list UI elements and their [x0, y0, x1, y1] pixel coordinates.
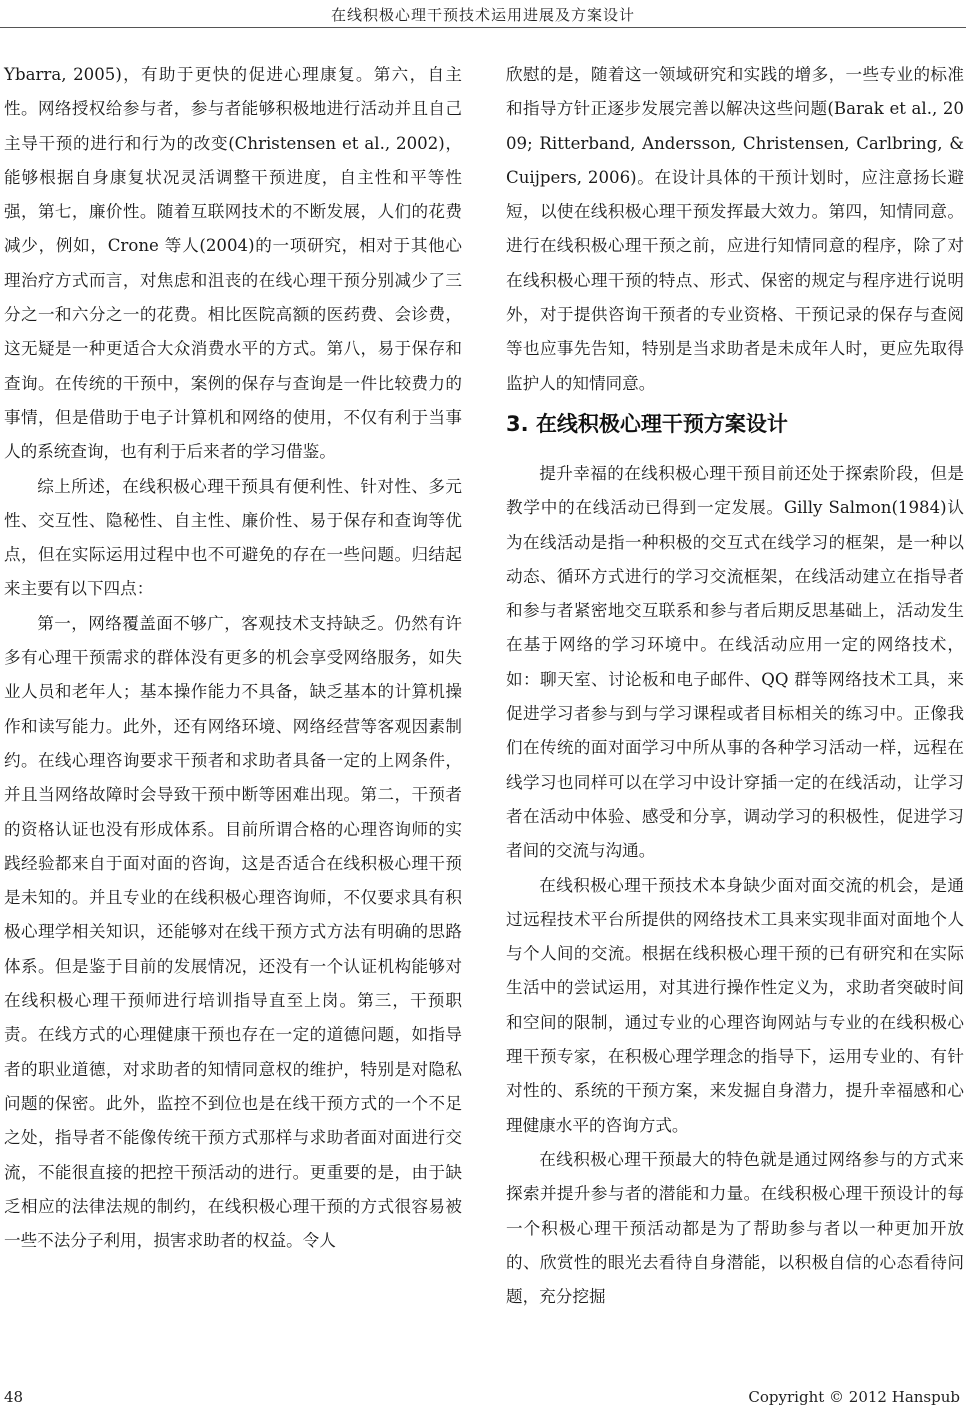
- body-paragraph: Ybarra, 2005)，有助于更快的促进心理康复。第六，自主性。网络授权给参与者，参与者能够积极地进行活动并且自己主导干预的进行和行为的改变(Christensen et al., 2002)，能够根据自身康复状况灵活调整干预进度，自主性和平等性强，第七，廉价性。随着互联网技术的不断发展，人们的花费减少，例如，Crone 等人(2004)的一项研究，相对于其他心理治疗方式而言，对焦虑和沮丧的在线心理干预分别减少了三分之一和六分之一的花费。相比医院高额的医药费、会诊费，这无疑是一种更适合大众消费水平的方式。第八，易于保存和查询。在传统的干预中，案例的保存与查询是一件比较费力的事情，但是借助于电子计算机和网络的使用，不仅有利于当事人的系统查询，也有利于后来者的学习借鉴。: [4, 65, 462, 462]
- running-header: 在线积极心理干预技术运用进展及方案设计: [330, 6, 635, 24]
- section-heading: 3. 在线积极心理干预方案设计: [506, 411, 788, 436]
- body-paragraph: 第一，网络覆盖面不够广，客观技术支持缺乏。仍然有许多有心理干预需求的群体没有更多的机会享受网络服务，如失业人员和老年人；基本操作能力不具备，缺乏基本的计算机操作和读写能力。此外，还有网络环境、网络经营等客观因素制约。在线心理咨询要求干预者和求助者具备一定的上网条件，并且当网络故障时会导致干预中断等困难出现。第二，干预者的资格认证也没有形成体系。目前所谓合格的心理咨询师的实践经验都来自于面对面的咨询，这是否适合在线积极心理干预是未知的。并且专业的在线积极心理咨询师，不仅要求具有积极心理学相关知识，还能够对在线干预方式方法有明确的思路体系。但是鉴于目前的发展情况，还没有一个认证机构能够对在线积极心理干预师进行培训指导直至上岗。第三，干预职责。在线方式的心理健康干预也存在一定的道德问题，如指导者的职业道德，对求助者的知情同意权的维护，特别是对隐私问题的保密。此外，监控不到位也是在线干预方式的一个不足之处，指导者不能像传统干预方式那样与求助者面对面进行交流，不能很直接的把控干预活动的进行。更重要的是，由于缺乏相应的法律法规的制约，在线积极心理干预的方式很容易被一些不法分子利用，损害求助者的权益。令人: [4, 613, 462, 1251]
- body-paragraph: 综上所述，在线积极心理干预具有便利性、针对性、多元性、交互性、隐秘性、自主性、廉价性、易于保存和查询等优点，但在实际运用过程中也不可避免的存在一些问题。归结起来主要有以下四点：: [4, 476, 462, 599]
- header-rule: [0, 27, 966, 28]
- right-column: [506, 58, 964, 1314]
- body-paragraph: 在线积极心理干预最大的特色就是通过网络参与的方式来探索并提升参与者的潜能和力量。在线积极心理干预设计的每一个积极心理干预活动都是为了帮助参与者以一种更加开放的、欣赏性的眼光去看待自身潜能，以积极自信的心态看待问题，充分挖掘: [506, 1149, 964, 1307]
- body-paragraph: 在线积极心理干预技术本身缺少面对面交流的机会，是通过远程技术平台所提供的网络技术工具来实现非面对面地个人与个人间的交流。根据在线积极心理干预的已有研究和在实际生活中的尝试运用，对其进行操作性定义为，求助者突破时间和空间的限制，通过专业的心理咨询网站与专业的在线积极心理干预专家，在积极心理学理念的指导下，运用专业的、有针对性的、系统的干预方案，来发掘自身潜力，提升幸福感和心理健康水平的咨询方式。: [506, 875, 964, 1135]
- copyright-notice: Copyright © 2012 Hanspub: [748, 1388, 960, 1406]
- left-column: [4, 58, 462, 1258]
- body-paragraph: 提升幸福的在线积极心理干预目前还处于探索阶段，但是教学中的在线活动已得到一定发展。Gilly Salmon(1984)认为在线活动是指一种积极的交互式在线学习的框架，是一种以动态、循环方式进行的学习交流框架，在线活动建立在指导者和参与者紧密地交互联系和参与者后期反思基础上，活动发生在基于网络的学习环境中。在线活动应用一定的网络技术，如：聊天室、讨论板和电子邮件、QQ 群等网络技术工具，来促进学习者参与到与学习课程或者目标相关的练习中。正像我们在传统的面对面学习中所从事的各种学习活动一样，远程在线学习也同样可以在学习中设计穿插一定的在线活动，让学习者在活动中体验、感受和分享，调动学习的积极性，促进学习者间的交流与沟通。: [506, 463, 964, 861]
- page-number: 48: [4, 1388, 24, 1406]
- body-paragraph: 欣慰的是，随着这一领域研究和实践的增多，一些专业的标准和指导方针正逐步发展完善以解决这些问题(Barak et al., 2009; Ritterband, Andersson, Christensen, Carlbring, & Cuijpers, 2006)。在设计具体的干预计划时，应注意扬长避短，以使在线积极心理干预发挥最大效力。第四，知情同意。进行在线积极心理干预之前，应进行知情同意的程序，除了对在线积极心理干预的特点、形式、保密的规定与程序进行说明外，对于提供咨询干预者的专业资格、干预记录的保存与查阅等也应事先告知，特别是当求助者是未成年人时，更应先取得监护人的知情同意。: [506, 65, 964, 393]
